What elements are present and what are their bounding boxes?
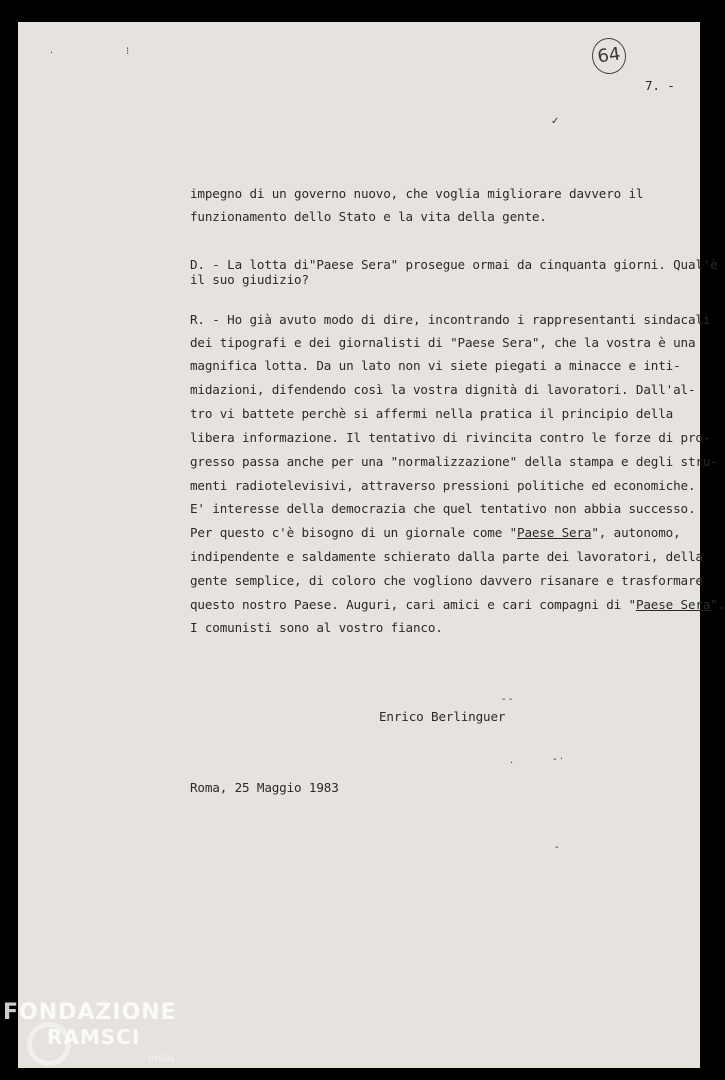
answer-line: magnifica lotta. Da un lato non vi siete piegati a minacce e inti- [190, 358, 681, 373]
answer-line: I comunisti sono al vostro fianco. [190, 620, 443, 635]
scan-speck: - · [553, 754, 563, 765]
answer-line: E' interesse della democrazia che quel tentativo non abbia successo. [190, 501, 696, 516]
answer-line: gresso passa anche per una "normalizzazione" della stampa e degli stru- [190, 454, 718, 469]
check-mark-icon: ✓ [551, 116, 560, 127]
answer-line: tro vi battete perchè si affermi nella pratica il principio della [190, 406, 674, 421]
answer-line: indipendente e saldamente schierato dalla parte dei lavoratori, della [190, 549, 703, 564]
answer-line: questo nostro Paese. Auguri, cari amici e cari compagni di "Paese Sera". [190, 597, 725, 612]
newspaper-name-underlined: Paese Sera [517, 525, 592, 540]
page-number: 7. - [645, 78, 675, 93]
signature: Enrico Berlinguer [379, 709, 506, 724]
scan-speck: ⁝ [126, 46, 130, 57]
answer-line: Per questo c'è bisogno di un giornale come "Paese Sera", autonomo, [190, 525, 681, 540]
body-line: funzionamento dello Stato e la vita della gente. [190, 209, 547, 224]
scan-speck: · [510, 758, 514, 769]
answer-line: gente semplice, di coloro che vogliono davvero risanare e trasformare [190, 573, 703, 588]
place-date: Roma, 25 Maggio 1983 [190, 780, 339, 795]
document-page [18, 22, 700, 1068]
scan-speck: - [555, 842, 559, 853]
answer-line: dei tipografi e dei giornalisti di "Paese Sera", che la vostra è una [190, 335, 696, 350]
question-line: D. - La lotta di"Paese Sera" prosegue ormai da cinquanta giorni. Qual'è [190, 257, 718, 272]
logo-line-1: FONDAZIONE [3, 1000, 177, 1025]
question-line: il suo giudizio? [190, 272, 309, 287]
archive-stamp-number: 64 [590, 36, 629, 76]
scan-speck: - - [502, 694, 513, 705]
answer-line: R. - Ho già avuto modo di dire, incontrando i rappresentanti sindacali [190, 312, 711, 327]
logo-line-2: RAMSCI [47, 1025, 141, 1049]
answer-line: libera informazione. Il tentativo di rivincita contro le forze di pro- [190, 430, 711, 445]
answer-line: menti radiotelevisivi, attraverso pressioni politiche ed economiche. [190, 478, 696, 493]
scan-speck: · [50, 48, 54, 59]
logo-line-3: onlus [148, 1053, 175, 1064]
body-line: impegno di un governo nuovo, che voglia migliorare davvero il [190, 186, 644, 201]
newspaper-name-underlined: Paese Sera [635, 597, 711, 612]
answer-line: midazioni, difendendo così la vostra dignità di lavoratori. Dall'al- [190, 382, 696, 397]
